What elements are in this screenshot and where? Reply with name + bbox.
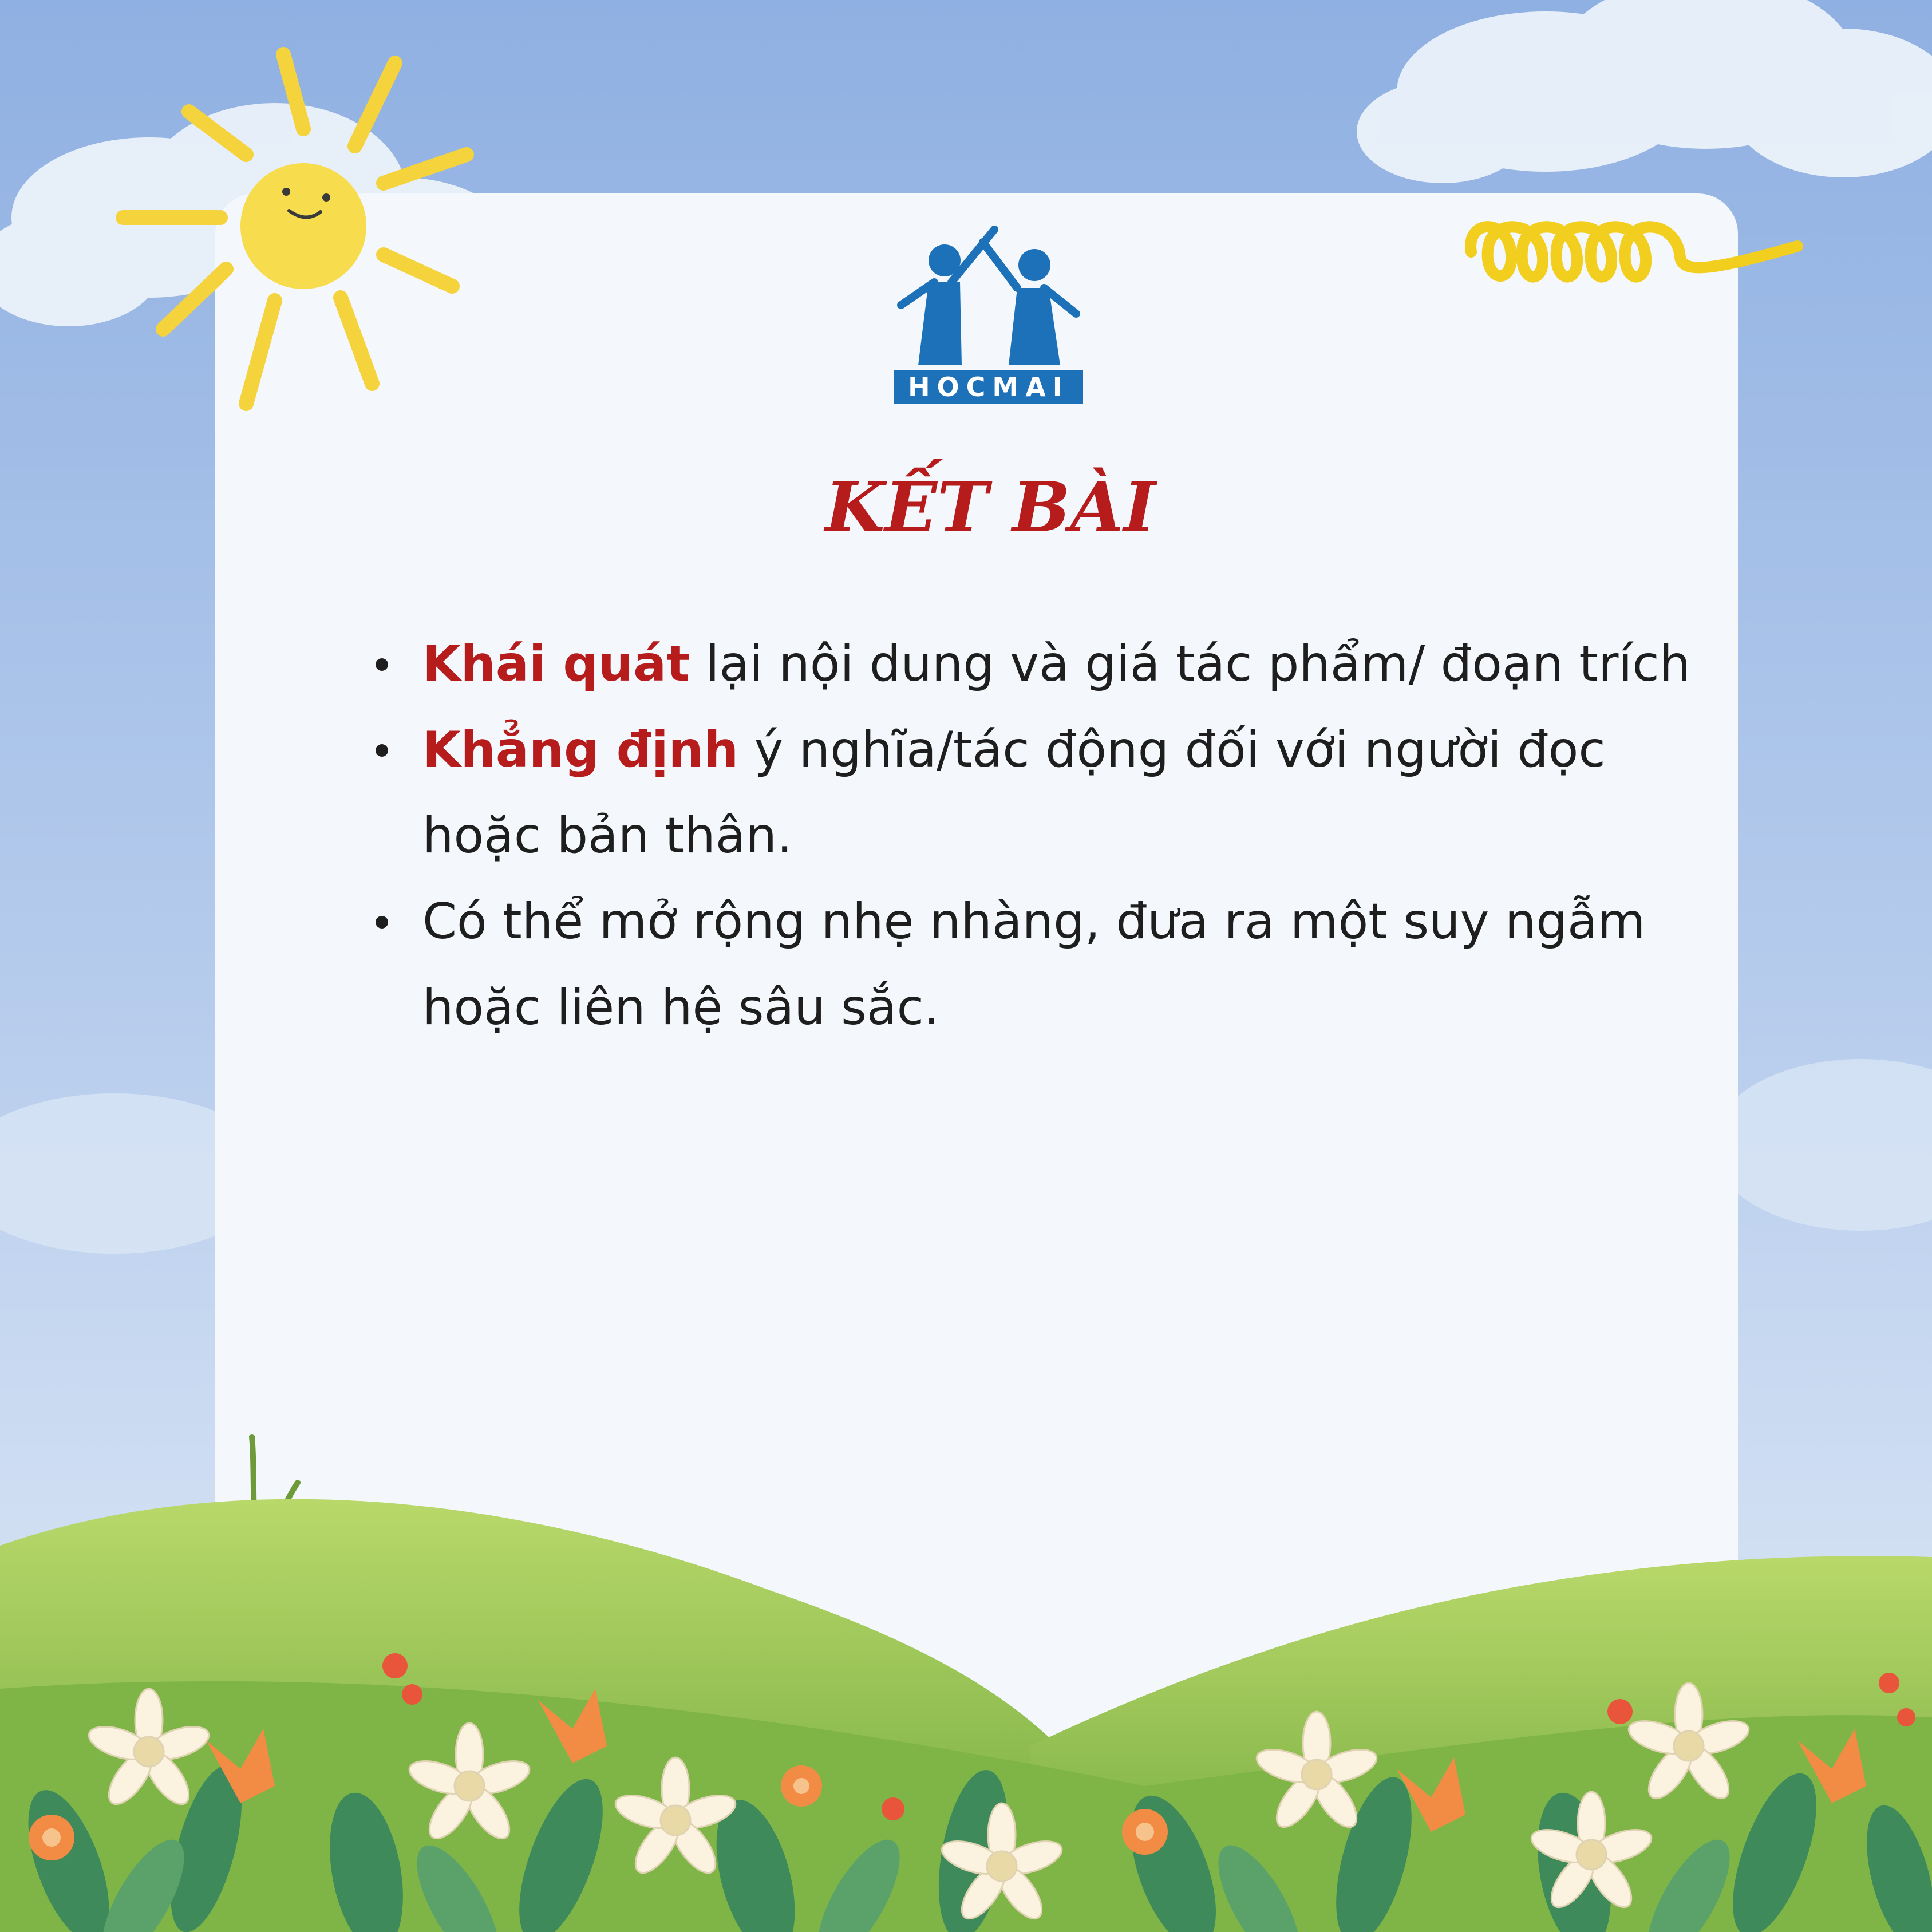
- point-highlight: Khẳng định: [422, 721, 739, 779]
- point-text: ý nghĩa/tác động đối với người đọc hoặc bản thân.: [422, 721, 1606, 864]
- logo-text: HOCMAI: [908, 372, 1069, 402]
- list-item: [422, 621, 1705, 707]
- page-title: KẾT BÀI: [825, 467, 1156, 548]
- squiggle-icon: [1471, 227, 1797, 276]
- list-item: [422, 707, 1705, 879]
- hocmai-logo: [894, 225, 1083, 405]
- point-highlight: Khái quát: [422, 635, 690, 693]
- sun-icon: [123, 54, 467, 404]
- point-text: lại nội dung và giá tác phẩm/ đoạn trích: [690, 635, 1691, 693]
- point-text: Có thể mở rộng nhẹ nhàng, đưa ra một suy ngẫm hoặc liên hệ sâu sắc.: [422, 893, 1646, 1036]
- bullet-list: [422, 621, 1705, 1050]
- list-item: [422, 879, 1705, 1050]
